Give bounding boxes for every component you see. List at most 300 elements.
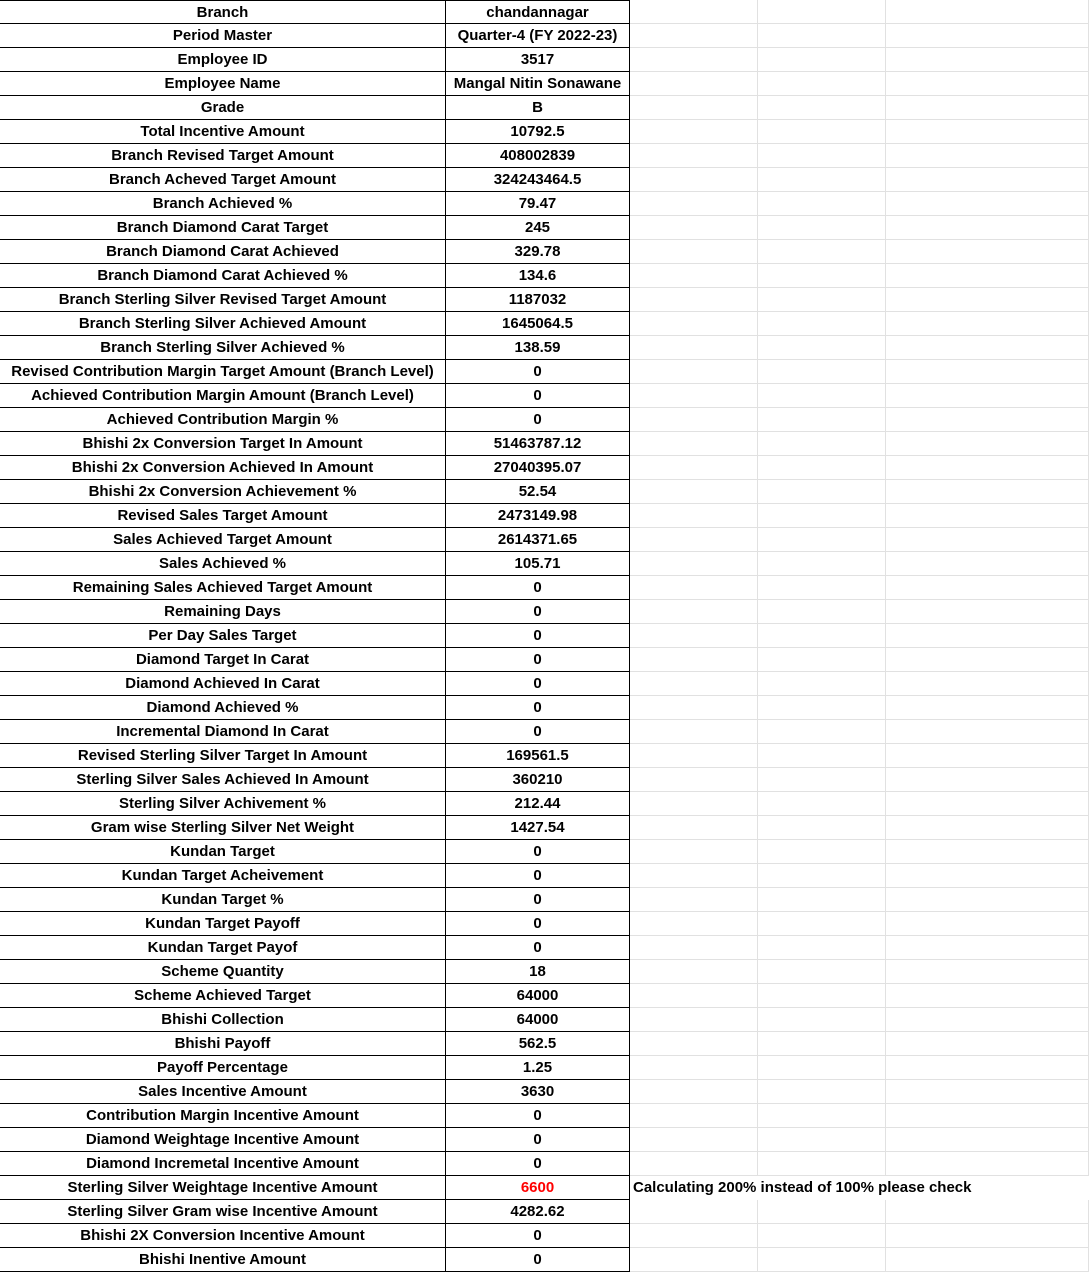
empty-cell[interactable] [886,816,1089,840]
table-row [0,1200,1089,1224]
field-value-cell[interactable]: 0 [446,648,630,672]
field-value-cell[interactable]: 0 [446,936,630,960]
table-row [0,840,1089,864]
empty-cell[interactable] [886,744,1089,768]
empty-cell[interactable] [630,144,758,168]
empty-cell[interactable] [758,720,886,744]
table-row [0,432,1089,456]
empty-cell[interactable] [886,1056,1089,1080]
empty-cell[interactable] [630,0,758,24]
empty-cell[interactable] [886,1128,1089,1152]
empty-cell[interactable] [886,1200,1089,1224]
empty-cell[interactable] [886,696,1089,720]
empty-cell[interactable] [886,552,1089,576]
field-value-cell[interactable]: 0 [446,408,630,432]
empty-cell[interactable] [630,816,758,840]
field-value-cell[interactable]: 0 [446,576,630,600]
empty-cell[interactable] [630,480,758,504]
empty-cell[interactable] [886,168,1089,192]
table-row [0,0,1089,24]
table-row [0,408,1089,432]
table-row [0,24,1089,48]
field-value-cell[interactable]: 2473149.98 [446,504,630,528]
table-row [0,1104,1089,1128]
empty-cell[interactable] [886,96,1089,120]
empty-cell[interactable] [758,384,886,408]
field-value-cell[interactable]: 18 [446,960,630,984]
empty-cell[interactable] [630,648,758,672]
field-value-cell[interactable]: 3517 [446,48,630,72]
table-row [0,576,1089,600]
empty-cell[interactable] [758,1080,886,1104]
empty-cell[interactable] [630,1128,758,1152]
field-label-cell[interactable]: Achieved Contribution Margin Amount (Branch Level) [0,384,446,408]
field-label-cell[interactable]: Diamond Incremetal Incentive Amount [0,1152,446,1176]
empty-cell[interactable] [630,72,758,96]
field-label-cell[interactable]: Bhishi 2x Conversion Achieved In Amount [0,456,446,480]
table-row [0,1080,1089,1104]
empty-cell[interactable] [886,1224,1089,1248]
empty-cell[interactable] [886,24,1089,48]
empty-cell[interactable] [758,456,886,480]
empty-cell[interactable] [630,96,758,120]
table-row [0,1152,1089,1176]
table-row [0,528,1089,552]
empty-cell[interactable] [630,600,758,624]
table-row [0,1008,1089,1032]
empty-cell[interactable] [758,408,886,432]
table-row [0,264,1089,288]
field-value-cell[interactable]: 0 [446,672,630,696]
empty-cell[interactable] [886,672,1089,696]
field-label-cell[interactable]: Sterling Silver Gram wise Incentive Amount [0,1200,446,1224]
empty-cell[interactable] [758,600,886,624]
empty-cell[interactable] [758,960,886,984]
field-label-cell[interactable]: Branch Acheved Target Amount [0,168,446,192]
empty-cell[interactable] [886,240,1089,264]
empty-cell[interactable] [630,528,758,552]
empty-cell[interactable] [886,408,1089,432]
field-label-cell[interactable]: Branch Diamond Carat Achieved [0,240,446,264]
field-value-cell[interactable]: 0 [446,864,630,888]
field-label-cell[interactable]: Bhishi Collection [0,1008,446,1032]
empty-cell[interactable] [758,528,886,552]
empty-cell[interactable] [758,648,886,672]
empty-cell[interactable] [758,480,886,504]
empty-cell[interactable] [886,984,1089,1008]
table-row [0,96,1089,120]
empty-cell[interactable] [758,768,886,792]
field-value-cell[interactable]: 51463787.12 [446,432,630,456]
empty-cell[interactable] [758,192,886,216]
field-label-cell[interactable]: Bhishi 2x Conversion Target In Amount [0,432,446,456]
empty-cell[interactable] [758,1056,886,1080]
empty-cell[interactable] [886,768,1089,792]
table-row [0,504,1089,528]
field-value-cell[interactable]: 1.25 [446,1056,630,1080]
empty-cell[interactable] [630,1248,758,1272]
empty-cell[interactable] [758,24,886,48]
field-label-cell[interactable]: Diamond Target In Carat [0,648,446,672]
empty-cell[interactable] [630,24,758,48]
field-value-cell[interactable]: 1645064.5 [446,312,630,336]
table-row [0,696,1089,720]
field-value-cell[interactable]: 0 [446,720,630,744]
empty-cell[interactable] [886,0,1089,24]
field-value-cell[interactable]: 0 [446,600,630,624]
empty-cell[interactable] [886,384,1089,408]
empty-cell[interactable] [630,1080,758,1104]
field-label-cell[interactable]: Scheme Quantity [0,960,446,984]
empty-cell[interactable] [758,552,886,576]
empty-cell[interactable] [758,336,886,360]
empty-cell[interactable] [758,1224,886,1248]
table-row [0,600,1089,624]
empty-cell[interactable] [630,936,758,960]
field-value-cell[interactable]: 245 [446,216,630,240]
field-label-cell[interactable]: Revised Contribution Margin Target Amount (Branch Level) [0,360,446,384]
empty-cell[interactable] [758,576,886,600]
field-label-cell[interactable]: Remaining Days [0,600,446,624]
empty-cell[interactable] [886,1152,1089,1176]
field-label-cell[interactable]: Branch Diamond Carat Achieved % [0,264,446,288]
empty-cell[interactable] [630,384,758,408]
empty-cell[interactable] [886,600,1089,624]
empty-cell[interactable] [886,528,1089,552]
empty-cell[interactable] [758,792,886,816]
empty-cell[interactable] [758,1200,886,1224]
empty-cell[interactable] [758,672,886,696]
field-label-cell[interactable]: Kundan Target Acheivement [0,864,446,888]
field-value-cell[interactable]: 562.5 [446,1032,630,1056]
field-label-cell[interactable]: Branch Diamond Carat Target [0,216,446,240]
field-label-cell[interactable]: Kundan Target Payoff [0,912,446,936]
empty-cell[interactable] [758,48,886,72]
empty-cell[interactable] [758,1128,886,1152]
empty-cell[interactable] [886,1104,1089,1128]
empty-cell[interactable] [630,1008,758,1032]
field-value-cell[interactable]: 64000 [446,984,630,1008]
empty-cell[interactable] [758,360,886,384]
empty-cell[interactable] [758,1248,886,1272]
empty-cell[interactable] [886,288,1089,312]
empty-cell[interactable] [630,624,758,648]
field-label-cell[interactable]: Kundan Target Payof [0,936,446,960]
empty-cell[interactable] [630,1152,758,1176]
empty-cell[interactable] [886,144,1089,168]
empty-cell[interactable] [758,216,886,240]
table-row [0,936,1089,960]
empty-cell[interactable] [630,288,758,312]
empty-cell[interactable] [886,456,1089,480]
empty-cell[interactable] [886,336,1089,360]
field-value-cell[interactable]: 2614371.65 [446,528,630,552]
field-label-cell[interactable]: Contribution Margin Incentive Amount [0,1104,446,1128]
empty-cell[interactable] [630,696,758,720]
field-label-cell[interactable]: Sales Achieved Target Amount [0,528,446,552]
empty-cell[interactable] [758,696,886,720]
empty-cell[interactable] [886,888,1089,912]
empty-cell[interactable] [758,264,886,288]
field-value-cell[interactable]: 329.78 [446,240,630,264]
field-value-cell[interactable]: 1427.54 [446,816,630,840]
field-value-cell[interactable]: 6600 [446,1176,630,1200]
field-label-cell[interactable]: Diamond Weightage Incentive Amount [0,1128,446,1152]
empty-cell[interactable] [886,864,1089,888]
empty-cell[interactable] [630,432,758,456]
field-value-cell[interactable]: B [446,96,630,120]
empty-cell[interactable] [758,864,886,888]
field-value-cell[interactable]: 360210 [446,768,630,792]
field-value-cell[interactable]: 0 [446,840,630,864]
field-label-cell[interactable]: Branch Achieved % [0,192,446,216]
empty-cell[interactable] [758,0,886,24]
empty-cell[interactable] [630,888,758,912]
empty-cell[interactable] [630,408,758,432]
table-row [0,1224,1089,1248]
field-label-cell[interactable]: Branch Sterling Silver Achieved Amount [0,312,446,336]
empty-cell[interactable] [758,96,886,120]
empty-cell[interactable] [630,312,758,336]
empty-cell[interactable] [886,792,1089,816]
field-label-cell[interactable]: Gram wise Sterling Silver Net Weight [0,816,446,840]
empty-cell[interactable] [886,624,1089,648]
field-value-cell[interactable]: Quarter-4 (FY 2022-23) [446,24,630,48]
empty-cell[interactable] [886,72,1089,96]
field-label-cell[interactable]: Diamond Achieved In Carat [0,672,446,696]
field-value-cell[interactable]: 0 [446,384,630,408]
empty-cell[interactable] [630,960,758,984]
empty-cell[interactable] [886,480,1089,504]
empty-cell[interactable] [886,912,1089,936]
field-value-cell[interactable]: 169561.5 [446,744,630,768]
empty-cell[interactable] [630,912,758,936]
table-row [0,336,1089,360]
field-label-cell[interactable]: Period Master [0,24,446,48]
empty-cell[interactable] [630,1056,758,1080]
empty-cell[interactable] [758,936,886,960]
empty-cell[interactable] [630,456,758,480]
empty-cell[interactable] [630,48,758,72]
field-label-cell[interactable]: Revised Sterling Silver Target In Amount [0,744,446,768]
field-value-cell[interactable]: 0 [446,360,630,384]
field-label-cell[interactable]: Sales Incentive Amount [0,1080,446,1104]
field-label-cell[interactable]: Kundan Target % [0,888,446,912]
table-row [0,144,1089,168]
empty-cell[interactable] [630,552,758,576]
table-row [0,864,1089,888]
field-label-cell[interactable]: Sterling Silver Weightage Incentive Amount [0,1176,446,1200]
empty-cell[interactable] [758,1104,886,1128]
table-row [0,72,1089,96]
field-value-cell[interactable]: 0 [446,624,630,648]
empty-cell[interactable] [886,720,1089,744]
field-value-cell[interactable]: Mangal Nitin Sonawane [446,72,630,96]
field-value-cell[interactable]: 134.6 [446,264,630,288]
field-label-cell[interactable]: Branch Sterling Silver Revised Target Amount [0,288,446,312]
empty-cell[interactable] [758,240,886,264]
empty-cell[interactable] [886,264,1089,288]
empty-cell[interactable] [886,1248,1089,1272]
field-value-cell[interactable]: 10792.5 [446,120,630,144]
field-value-cell[interactable]: 0 [446,888,630,912]
empty-cell[interactable] [758,1152,886,1176]
field-label-cell[interactable]: Scheme Achieved Target [0,984,446,1008]
empty-cell[interactable] [758,1032,886,1056]
empty-cell[interactable] [886,504,1089,528]
empty-cell[interactable] [758,744,886,768]
table-row [0,312,1089,336]
field-label-cell[interactable]: Remaining Sales Achieved Target Amount [0,576,446,600]
field-value-cell[interactable]: 3630 [446,1080,630,1104]
empty-cell[interactable] [630,792,758,816]
table-row [0,744,1089,768]
field-label-cell[interactable]: Sterling Silver Achivement % [0,792,446,816]
empty-cell[interactable] [758,168,886,192]
field-label-cell[interactable]: Branch Sterling Silver Achieved % [0,336,446,360]
empty-cell[interactable] [758,984,886,1008]
field-label-cell[interactable]: Total Incentive Amount [0,120,446,144]
empty-cell[interactable] [758,816,886,840]
empty-cell[interactable] [886,360,1089,384]
empty-cell[interactable] [630,840,758,864]
table-row [0,888,1089,912]
empty-cell[interactable] [758,504,886,528]
empty-cell[interactable] [630,192,758,216]
field-label-cell[interactable]: Payoff Percentage [0,1056,446,1080]
empty-cell[interactable] [886,120,1089,144]
table-row [0,1176,1089,1200]
empty-cell[interactable] [886,192,1089,216]
table-row [0,816,1089,840]
empty-cell[interactable] [630,336,758,360]
field-label-cell[interactable]: Revised Sales Target Amount [0,504,446,528]
empty-cell[interactable] [630,1200,758,1224]
empty-cell[interactable] [758,120,886,144]
field-value-cell[interactable]: 408002839 [446,144,630,168]
field-value-cell[interactable]: 105.71 [446,552,630,576]
empty-cell[interactable] [886,312,1089,336]
table-row [0,288,1089,312]
table-row [0,168,1089,192]
field-value-cell[interactable]: 64000 [446,1008,630,1032]
empty-cell[interactable] [630,120,758,144]
field-label-cell[interactable]: Kundan Target [0,840,446,864]
empty-cell[interactable] [886,936,1089,960]
field-value-cell[interactable]: 0 [446,912,630,936]
empty-cell[interactable] [758,1008,886,1032]
field-value-cell[interactable]: chandannagar [446,0,630,24]
field-value-cell[interactable]: 324243464.5 [446,168,630,192]
field-value-cell[interactable]: 0 [446,1128,630,1152]
empty-cell[interactable] [886,576,1089,600]
empty-cell[interactable] [886,1080,1089,1104]
empty-cell[interactable] [758,888,886,912]
empty-cell[interactable] [630,264,758,288]
empty-cell[interactable] [630,504,758,528]
empty-cell[interactable] [630,864,758,888]
field-label-cell[interactable]: Diamond Achieved % [0,696,446,720]
empty-cell[interactable] [886,432,1089,456]
empty-cell[interactable] [630,672,758,696]
table-row [0,552,1089,576]
empty-cell[interactable] [630,576,758,600]
field-value-cell[interactable]: 0 [446,1152,630,1176]
field-value-cell[interactable]: 79.47 [446,192,630,216]
empty-cell[interactable] [886,960,1089,984]
field-label-cell[interactable]: Bhishi Inentive Amount [0,1248,446,1272]
field-label-cell[interactable]: Grade [0,96,446,120]
empty-cell[interactable] [630,744,758,768]
empty-cell[interactable] [886,1032,1089,1056]
empty-cell[interactable] [630,168,758,192]
field-label-cell[interactable]: Per Day Sales Target [0,624,446,648]
table-row [0,360,1089,384]
field-value-cell[interactable]: 0 [446,696,630,720]
field-label-cell[interactable]: Sales Achieved % [0,552,446,576]
table-row [0,672,1089,696]
empty-cell[interactable] [630,240,758,264]
empty-cell[interactable] [630,720,758,744]
table-row [0,216,1089,240]
empty-cell[interactable] [758,840,886,864]
empty-cell[interactable] [758,912,886,936]
field-value-cell[interactable]: 212.44 [446,792,630,816]
field-label-cell[interactable]: Incremental Diamond In Carat [0,720,446,744]
field-value-cell[interactable]: 52.54 [446,480,630,504]
empty-cell[interactable] [630,216,758,240]
table-row [0,720,1089,744]
empty-cell[interactable] [630,768,758,792]
empty-cell[interactable] [886,648,1089,672]
field-label-cell[interactable]: Bhishi Payoff [0,1032,446,1056]
empty-cell[interactable] [886,48,1089,72]
empty-cell[interactable] [886,216,1089,240]
empty-cell[interactable] [630,1104,758,1128]
field-value-cell[interactable]: 138.59 [446,336,630,360]
field-label-cell[interactable]: Sterling Silver Sales Achieved In Amount [0,768,446,792]
empty-cell[interactable] [758,624,886,648]
empty-cell[interactable] [758,432,886,456]
field-value-cell[interactable]: 27040395.07 [446,456,630,480]
field-value-cell[interactable]: 4282.62 [446,1200,630,1224]
field-label-cell[interactable]: Bhishi 2X Conversion Incentive Amount [0,1224,446,1248]
empty-cell[interactable] [886,1008,1089,1032]
empty-cell[interactable] [758,144,886,168]
empty-cell[interactable] [758,72,886,96]
field-value-cell[interactable]: 0 [446,1224,630,1248]
empty-cell[interactable] [886,840,1089,864]
field-label-cell[interactable]: Employee Name [0,72,446,96]
table-row [0,912,1089,936]
comment-note-cell[interactable]: Calculating 200% instead of 100% please check [633,1179,972,1196]
field-label-cell[interactable]: Branch Revised Target Amount [0,144,446,168]
table-row [0,984,1089,1008]
field-label-cell[interactable]: Achieved Contribution Margin % [0,408,446,432]
empty-cell[interactable] [758,288,886,312]
empty-cell[interactable] [630,984,758,1008]
field-value-cell[interactable]: 0 [446,1248,630,1272]
empty-cell[interactable] [758,312,886,336]
field-value-cell[interactable]: 0 [446,1104,630,1128]
empty-cell[interactable] [630,1032,758,1056]
field-label-cell[interactable]: Employee ID [0,48,446,72]
field-label-cell[interactable]: Bhishi 2x Conversion Achievement % [0,480,446,504]
field-value-cell[interactable]: 1187032 [446,288,630,312]
empty-cell[interactable] [630,360,758,384]
field-label-cell[interactable]: Branch [0,0,446,24]
empty-cell[interactable] [630,1224,758,1248]
